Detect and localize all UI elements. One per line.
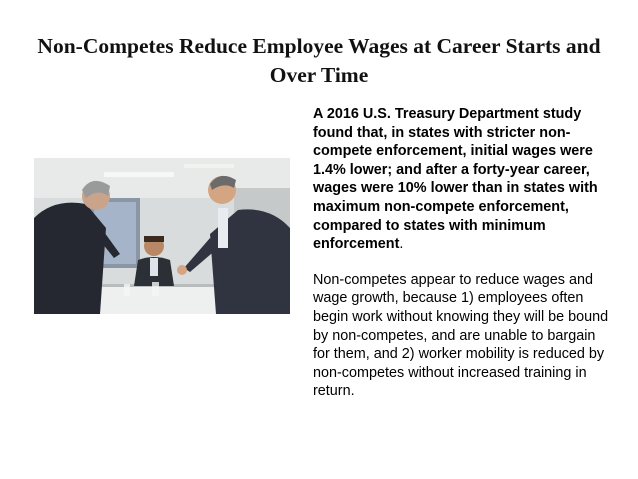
study-findings-text: A 2016 U.S. Treasury Department study found that, in states with stricter non-compete enforcement, initial wages were 1.4% lower; and after a forty-year career, wages were 10% lower than in states with maximum non-compete enforcement, compared to states with minimum enforcement bbox=[313, 106, 598, 253]
body-text bbox=[313, 105, 613, 401]
paragraph-study-findings bbox=[313, 105, 613, 254]
study-findings-period: . bbox=[399, 236, 404, 253]
slide-title: Non-Competes Reduce Employee Wages at Career Starts and Over Time bbox=[37, 34, 601, 87]
paragraph-explanation: Non-competes appear to reduce wages and wage growth, because 1) employees often begin work without knowing they will be bound by non-competes, and are unable to bargain for them, and 2) worker mobility is reduced by non-competes without increased training in return. bbox=[313, 271, 609, 400]
business-meeting-photo bbox=[34, 158, 290, 314]
photo-illustration bbox=[34, 158, 290, 314]
